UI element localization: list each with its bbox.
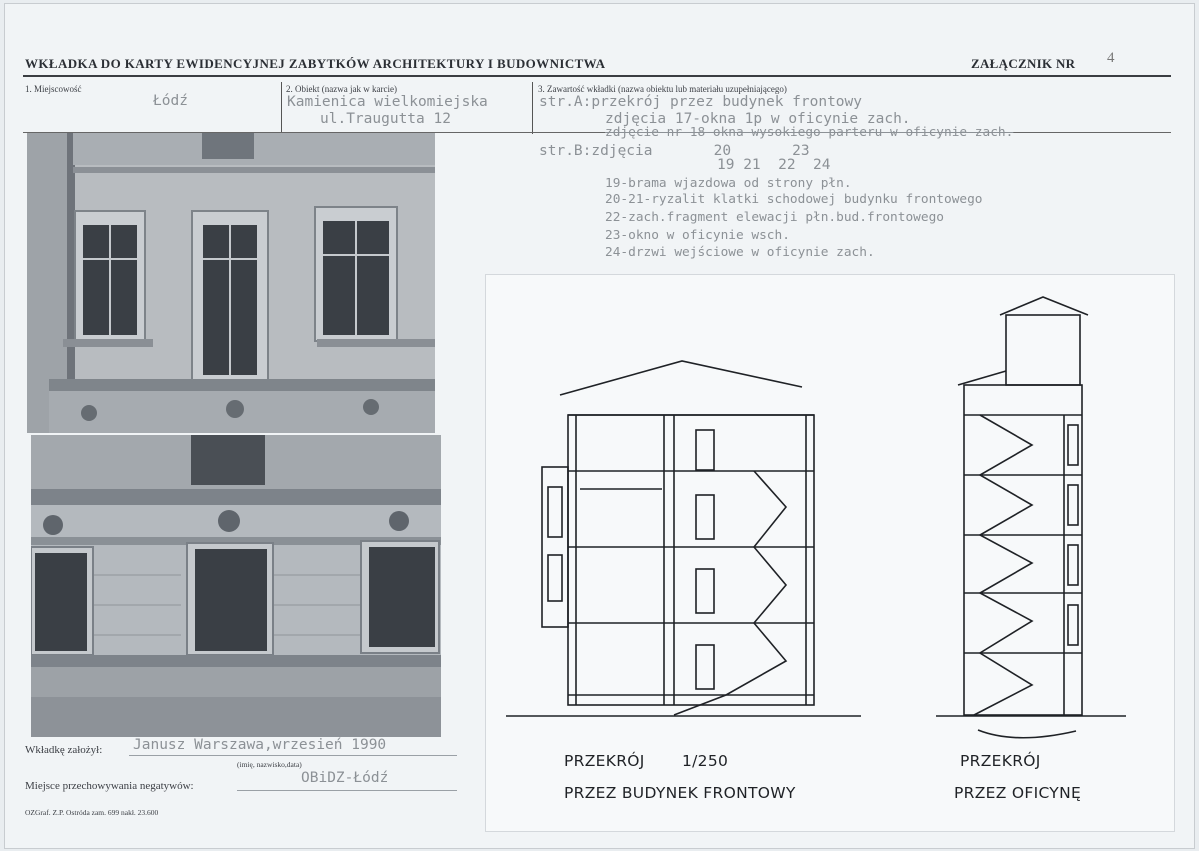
- printer-note: OZGraf. Z.P. Ostróda zam. 699 nakł. 23.600: [25, 808, 159, 817]
- object-label: 2. Obiekt (nazwa jak w karcie): [286, 84, 397, 94]
- field-separator: [532, 82, 533, 134]
- contents-item: 20-21-ryzalit klatki schodowej budynku frontowego: [605, 192, 983, 207]
- contents-label: 3. Zawartość wkładki (nazwa obiektu lub materiału uzupełniającego): [538, 84, 787, 94]
- author-value: Janusz Warszawa,wrzesień 1990: [133, 737, 387, 753]
- contents-line-b1: str.B:zdjęcia 20 23: [539, 143, 810, 159]
- contents-line-a3: zdjęcie nr 18-okna wysokiego parteru w oficynie zach.: [605, 125, 1014, 140]
- locality-value: Łódź: [153, 93, 188, 109]
- right-section-subtitle: PRZEZ OFICYNĘ: [954, 784, 1082, 802]
- locality-label: 1. Miejscowość: [25, 84, 82, 94]
- contents-line-a2: zdjęcia 17-okna 1p w oficynie zach.: [605, 111, 911, 127]
- right-section-title: PRZEKRÓJ: [960, 752, 1041, 770]
- contents-line-b2: 19 21 22 24: [717, 157, 831, 173]
- author-label: Wkładkę założył:: [25, 744, 103, 756]
- contents-item: 19-brama wjazdowa od strony płn.: [605, 176, 852, 191]
- facade-photo-lower: [31, 435, 441, 737]
- contents-item: 23-okno w oficynie wsch.: [605, 228, 790, 243]
- left-section-title: PRZEKRÓJ: [564, 752, 645, 770]
- left-section-subtitle: PRZEZ BUDYNEK FRONTOWY: [564, 784, 796, 802]
- header-rule: [23, 75, 1171, 77]
- author-hint: (imię, nazwisko,data): [237, 760, 302, 769]
- storage-line: [237, 790, 457, 791]
- storage-value: OBiDZ-Łódź: [301, 770, 389, 786]
- form-title: WKŁADKA DO KARTY EWIDENCYJNEJ ZABYTKÓW ARCHITEKTURY I BUDOWNICTWA: [25, 56, 606, 71]
- contents-item: 24-drzwi wejściowe w oficynie zach.: [605, 245, 875, 260]
- contents-item: 22-zach.fragment elewacji płn.bud.frontowego: [605, 210, 944, 225]
- author-line: [129, 755, 457, 756]
- object-value-line2: ul.Traugutta 12: [320, 111, 451, 127]
- annex-number: 4: [1107, 50, 1115, 66]
- storage-label: Miejsce przechowywania negatywów:: [25, 780, 194, 792]
- object-value-line1: Kamienica wielkomiejska: [287, 94, 488, 110]
- record-sheet: [4, 3, 1195, 849]
- facade-photo-upper: [27, 133, 435, 433]
- field-separator: [281, 82, 282, 134]
- contents-line-a1: str.A:przekrój przez budynek frontowy: [539, 94, 863, 110]
- drawing-scale: 1/250: [682, 752, 729, 770]
- annex-label: ZAŁĄCZNIK NR: [971, 56, 1076, 71]
- section-drawing: [485, 274, 1175, 832]
